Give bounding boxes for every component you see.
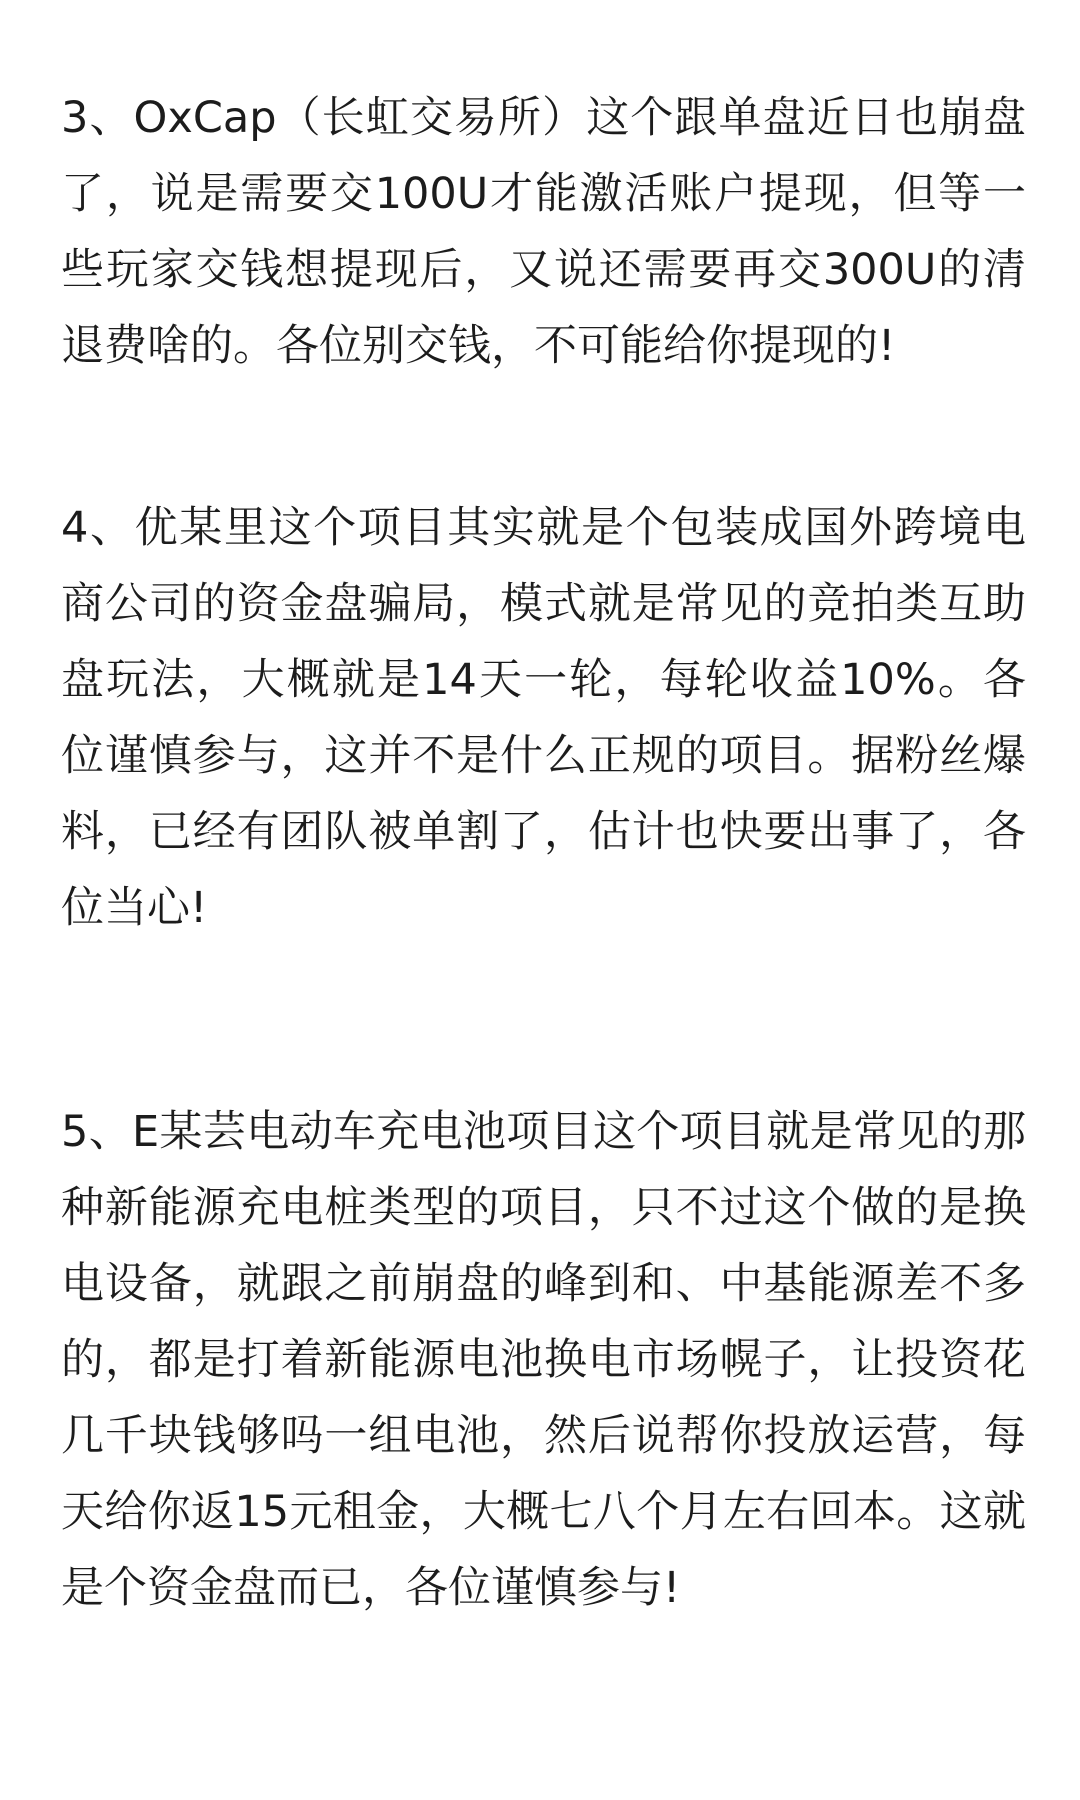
paragraph-item-4: 4、优某里这个项目其实就是个包装成国外跨境电商公司的资金盘骗局，模式就是常见的竞拍类互助盘玩法，大概就是14天一轮，每轮收益10%。各位谨慎参与，这并不是什么正规的项目。据粉丝爆料，已经有团队被单割了，估计也快要出事了，各位当心! [61,503,1026,933]
paragraph-item-5: 5、E某芸电动车充电池项目这个项目就是常见的那种新能源充电桩类型的项目，只不过这个做的是换电设备，就跟之前崩盘的峰到和、中基能源差不多的，都是打着新能源电池换电市场幌子，让投资花几千块钱够吗一组电池，然后说帮你投放运营，每天给你返15元租金，大概七八个月左右回本。这就是个资金盘而已，各位谨慎参与! [61,1107,1026,1613]
paragraph-item-3: 3、OxCap（长虹交易所）这个跟单盘近日也崩盘了，说是需要交100U才能激活账户提现，但等一些玩家交钱想提现后，又说还需要再交300U的清退费啥的。各位别交钱，不可能给你提现的! [61,93,1026,371]
